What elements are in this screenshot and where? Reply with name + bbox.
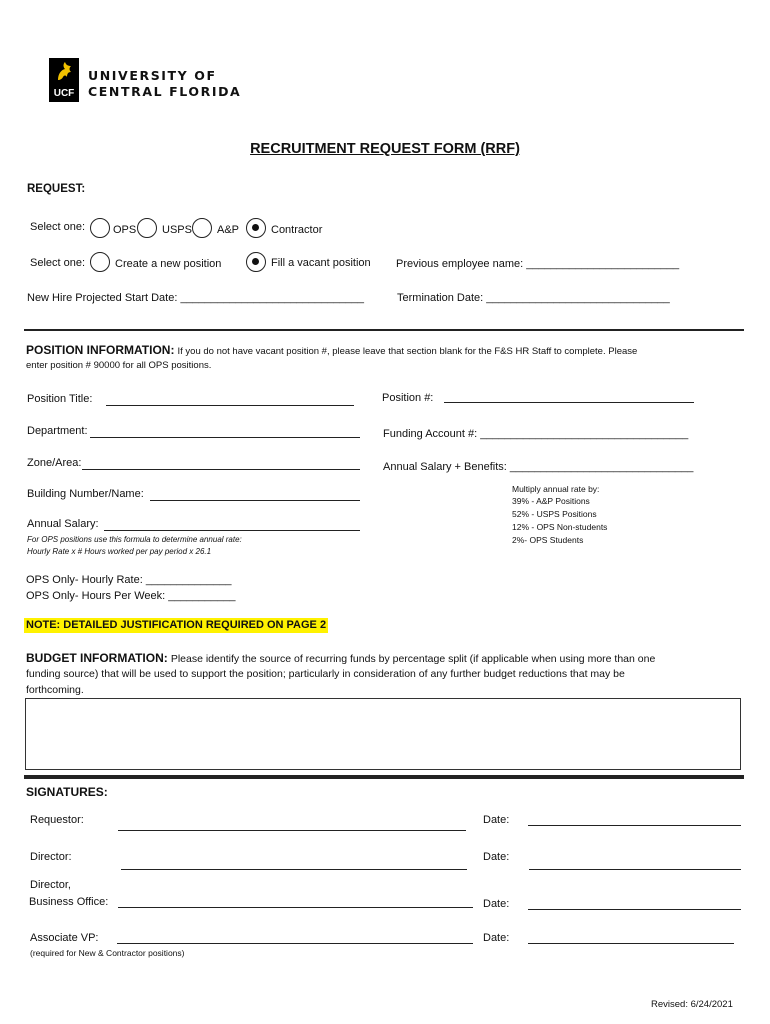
position-title-input[interactable] (106, 405, 354, 406)
multiplier-usps: 52% - USPS Positions (512, 509, 597, 519)
multiplier-ops-students: 2%- OPS Students (512, 535, 584, 545)
position-info-instructions-2: enter position # 90000 for all OPS positions. (26, 360, 212, 371)
director-bo-date-line[interactable] (528, 909, 741, 910)
building-input[interactable] (150, 500, 360, 501)
justification-note: NOTE: DETAILED JUSTIFICATION REQUIRED ON PAGE 2 (26, 619, 327, 631)
budget-heading: BUDGET INFORMATION: (26, 651, 168, 665)
requestor-signature-line[interactable] (118, 830, 466, 831)
option-contractor-label: Contractor (271, 224, 323, 236)
director-signature-line[interactable] (121, 869, 467, 870)
budget-text-1: Please identify the source of recurring funds by percentage split (if applicable when using more than one (170, 653, 656, 665)
signatures-heading: SIGNATURES: (26, 785, 108, 799)
revised-date: Revised: 6/24/2021 (651, 999, 733, 1010)
ops-hourly-rate-field[interactable]: OPS Only- Hourly Rate: ______________ (26, 574, 232, 586)
budget-text-3: forthcoming. (26, 684, 84, 696)
request-heading: REQUEST: (27, 183, 86, 195)
position-number-input[interactable] (444, 402, 694, 403)
multiplier-ops-nonstudents: 12% - OPS Non-students (512, 522, 608, 532)
zone-area-input[interactable] (82, 469, 360, 470)
position-info-intro (26, 343, 637, 357)
option-ops-label: OPS (113, 224, 137, 236)
section-divider (24, 329, 744, 331)
radio-create-new-position[interactable] (90, 252, 110, 272)
radio-usps[interactable] (137, 218, 157, 238)
position-number-label: Position #: (382, 392, 434, 404)
budget-text-2: funding source) that will be used to support the position; particularly in consideration of any further budget reductions that may be (26, 668, 625, 680)
department-input[interactable] (90, 437, 360, 438)
previous-employee-field[interactable]: Previous employee name: _________________________ (396, 258, 680, 270)
associate-vp-label: Associate VP: (30, 932, 99, 944)
start-date-field[interactable]: New Hire Projected Start Date: ______________________________ (27, 292, 364, 304)
annual-salary-input[interactable] (104, 530, 360, 531)
associate-vp-date-label: Date: (483, 932, 510, 944)
select-one-label-2: Select one: (30, 257, 86, 269)
department-label: Department: (27, 425, 88, 437)
form-title: RECRUITMENT REQUEST FORM (RRF) (250, 141, 520, 157)
option-ap-label: A&P (217, 224, 240, 236)
associate-vp-signature-line[interactable] (117, 943, 473, 944)
requestor-label: Requestor: (30, 814, 84, 826)
termination-date-field[interactable]: Termination Date: ______________________________ (397, 292, 670, 304)
option-create-new-label: Create a new position (115, 258, 222, 270)
radio-fill-vacant-position[interactable] (246, 252, 266, 272)
director-label: Director: (30, 851, 72, 863)
university-name-line2: CENTRAL FLORIDA (88, 84, 242, 99)
signatures-divider (24, 775, 744, 779)
position-title-label: Position Title: (27, 393, 93, 405)
pegasus-icon (52, 60, 76, 84)
radio-ops[interactable] (90, 218, 110, 238)
ops-formula-line-2: Hourly Rate x # Hours worked per pay period x 26.1 (27, 547, 212, 556)
requestor-date-label: Date: (483, 814, 510, 826)
ucf-logo (49, 58, 79, 102)
multiply-heading: Multiply annual rate by: (512, 484, 600, 494)
budget-input-box[interactable] (25, 698, 741, 770)
budget-intro (26, 651, 655, 665)
director-bo-label-1: Director, (30, 879, 71, 891)
annual-salary-benefits-field[interactable]: Annual Salary + Benefits: ______________________________ (383, 461, 694, 473)
associate-vp-date-line[interactable] (528, 943, 734, 944)
director-bo-signature-line[interactable] (118, 907, 473, 908)
radio-contractor[interactable] (246, 218, 266, 238)
director-date-label: Date: (483, 851, 510, 863)
ops-formula-line-1: For OPS positions use this formula to determine annual rate: (27, 535, 242, 544)
director-bo-date-label: Date: (483, 898, 510, 910)
university-name-line1: UNIVERSITY OF (88, 68, 217, 83)
position-info-heading: POSITION INFORMATION: (26, 343, 175, 357)
associate-vp-note: (required for New & Contractor positions) (30, 948, 185, 958)
requestor-date-line[interactable] (528, 825, 741, 826)
option-fill-vacant-label: Fill a vacant position (271, 257, 371, 269)
director-bo-label-2: Business Office: (29, 896, 109, 908)
select-one-label: Select one: (30, 221, 86, 233)
zone-area-label: Zone/Area: (27, 457, 82, 469)
annual-salary-label: Annual Salary: (27, 518, 99, 530)
building-label: Building Number/Name: (27, 488, 144, 500)
director-date-line[interactable] (529, 869, 741, 870)
position-info-instructions-1: If you do not have vacant position #, please leave that section blank for the F&S HR Staff to complete. Please (177, 346, 638, 357)
ops-hours-week-field[interactable]: OPS Only- Hours Per Week: ___________ (26, 590, 236, 602)
radio-ap[interactable] (192, 218, 212, 238)
multiplier-ap: 39% - A&P Positions (512, 496, 590, 506)
logo-abbrev: UCF (53, 88, 75, 99)
funding-account-field[interactable]: Funding Account #: __________________________________ (383, 428, 689, 440)
option-usps-label: USPS (162, 224, 192, 236)
